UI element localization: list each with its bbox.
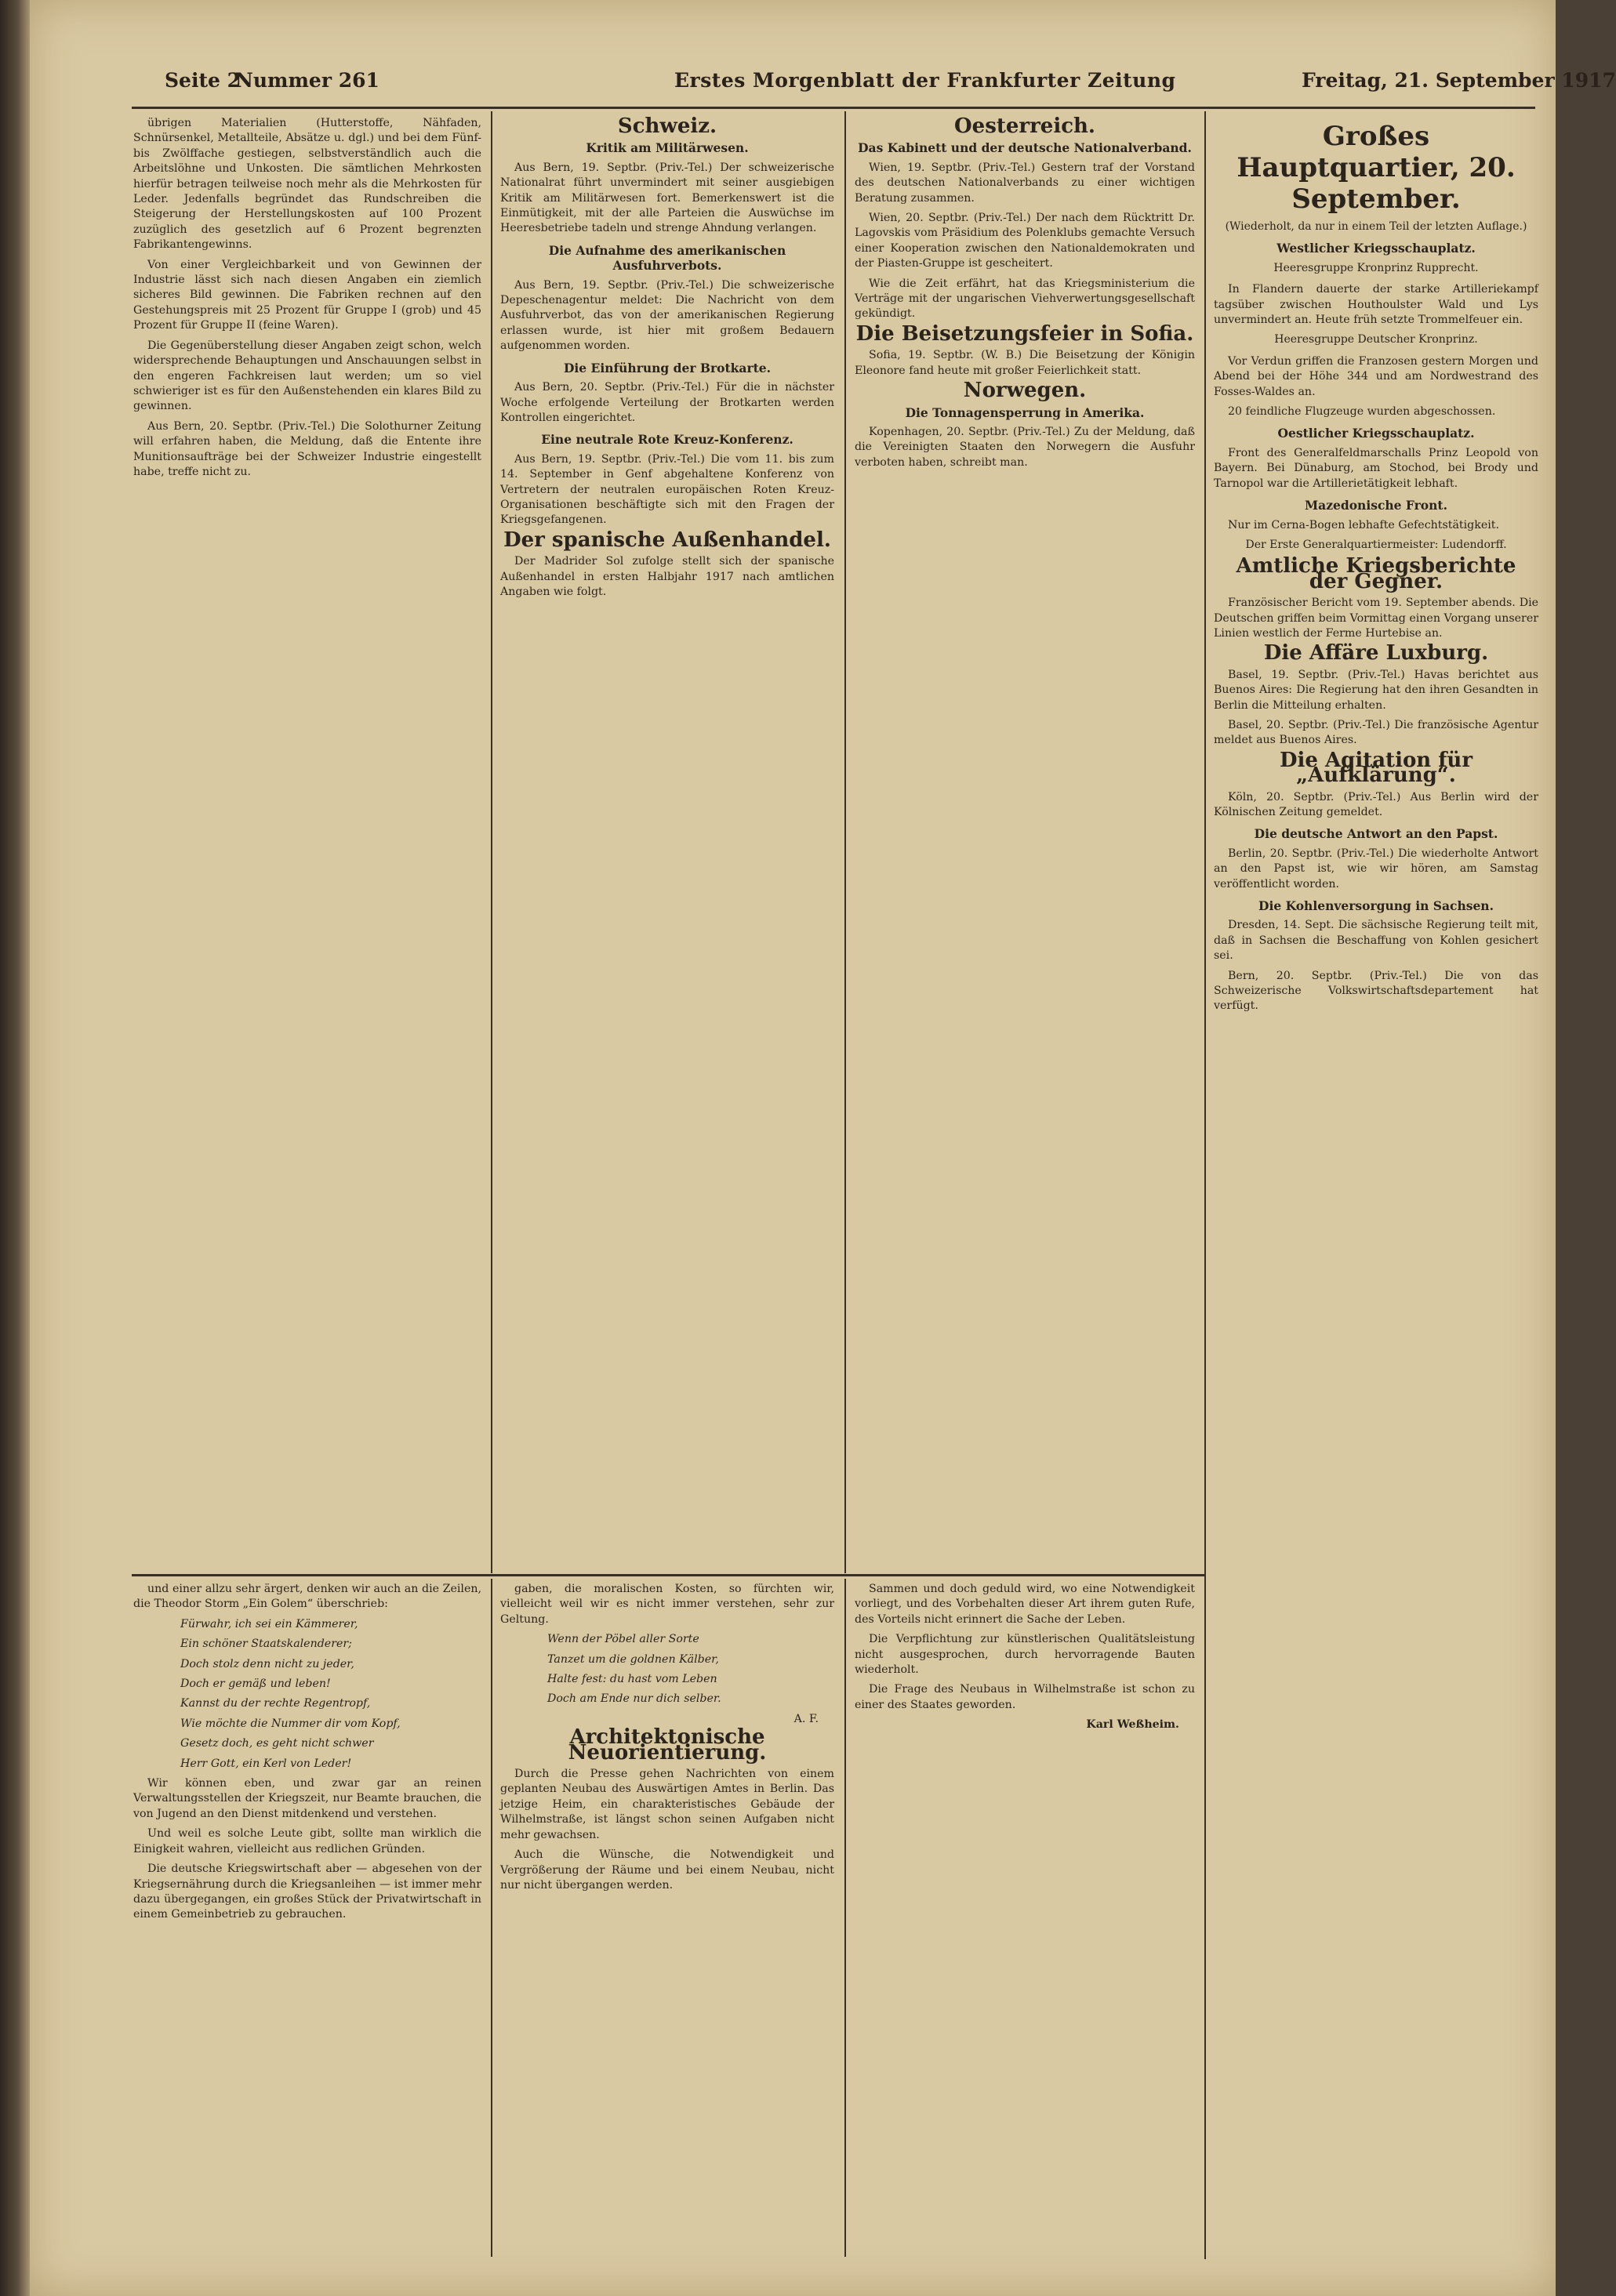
article-paragraph: Aus Bern, 20. Septbr. (Priv.-Tel.) Die Solothurner Zeitung will erfahren haben, die Meldung, daß die Entente ihre Munitionsaufträge bei der Schweizer Industrie eingestellt habe, treffe nicht zu. xyxy=(133,419,481,478)
article-paragraph: 20 feindliche Flugzeuge wurden abgeschossen. xyxy=(1228,405,1496,419)
poem-line: Wie möchte die Nummer dir vom Kopf, xyxy=(180,1717,401,1730)
page-number: Seite 2 xyxy=(165,69,241,92)
feuilleton-paragraph: und einer allzu sehr ärgert, denken wir auch an die Zeilen, die Theodor Storm „Ein Golem“ überschrieb: xyxy=(133,1583,481,1611)
section-heading: Die Affäre Luxburg. xyxy=(1263,641,1489,666)
poem-line: Wenn der Pöbel aller Sorte xyxy=(547,1633,699,1646)
article-paragraph: Französischer Bericht vom 19. September abends. Die Deutschen griffen beim Vormittag einen Vorgang unserer Linien westlich der Ferme Hurtebise an. xyxy=(1214,597,1538,640)
article-paragraph: Aus Bern, 20. Septbr. (Priv.-Tel.) Für die in nächster Woche erfolgende Verteilung der Brotkarten werden Kontrollen eingerichtet. xyxy=(500,381,834,424)
article-heading: Mazedonische Front. xyxy=(1305,498,1447,513)
feuilleton-paragraph: Die Frage des Neubaus in Wilhelmstraße ist schon zu einer des Staates geworden. xyxy=(855,1683,1195,1711)
feuilleton-paragraph: gaben, die moralischen Kosten, so fürchten wir, vielleicht weil wir es nicht immer verstehen, sehr zur Geltung. xyxy=(500,1583,834,1626)
poem-line: Ein schöner Staatskalenderer; xyxy=(180,1638,352,1651)
section-heading: Norwegen. xyxy=(963,379,1087,403)
section-heading: Amtliche Kriegsberichte der Gegner. xyxy=(1236,554,1516,593)
masthead-rule xyxy=(132,107,1535,109)
column-2 xyxy=(500,116,834,1566)
article-paragraph: übrigen Materialien (Hutterstoffe, Nähfaden, Schnürsenkel, Metallteile, Absätze u. dgl.) und bei dem Fünf- bis Zwölffache gestiegen, selbstverständlich auch die Arbeitslöhne und Unkosten. Die sämtlichen Mehrkosten hierfür betragen teilweise noch mehr als die Mehrkosten für Leder. Jedenfalls begründet das Rundschreiben die Steigerung der Herstellungskosten auf 100 Prozent zuzüglich des gesetzlich auf 6 Prozent begrenzten Fabrikantengewinns. xyxy=(133,117,481,252)
column-rule xyxy=(1204,111,1206,2259)
article-heading: Oestlicher Kriegsschauplatz. xyxy=(1277,426,1475,441)
army-group-label: Heeresgruppe Deutscher Kronprinz. xyxy=(1274,333,1478,346)
article-paragraph: Basel, 19. Septbr. (Priv.-Tel.) Havas berichtet aus Buenos Aires: Die Regierung hat den ihren Gesandten in Berlin die Mitteilung erhalten. xyxy=(1214,668,1538,712)
article-paragraph: Kopenhagen, 20. Septbr. (Priv.-Tel.) Zu der Meldung, daß die Vereinigten Staaten den Norwegern die Ausfuhr verboten haben, schreibt man. xyxy=(855,425,1195,469)
article-heading: Die deutsche Antwort an den Papst. xyxy=(1254,826,1498,842)
article-paragraph: Aus Bern, 19. Septbr. (Priv.-Tel.) Die vom 11. bis zum 14. September in Genf abgehaltene Konferenz von Vertretern der neutralen europäischen Roten Kreuz-Organisationen beschäftigte sich mit den Fragen der Kriegsgefangenen. xyxy=(500,452,834,527)
author-initials: A. F. xyxy=(793,1712,819,1725)
section-heading: Architektonische Neuorientierung. xyxy=(568,1725,767,1765)
article-heading: Kritik am Militärwesen. xyxy=(586,140,749,156)
article-heading: Eine neutrale Rote Kreuz-Konferenz. xyxy=(541,432,793,448)
poem-line: Fürwahr, ich sei ein Kämmerer, xyxy=(180,1617,358,1630)
feuilleton-paragraph: Sammen und doch geduld wird, wo eine Notwendigkeit vorliegt, und des Vorbehalten dieser Art ihrem guten Rufe, des Vorteils nicht erinnert die Sache der Leben. xyxy=(855,1583,1195,1626)
column-rule xyxy=(491,111,492,1573)
report-note: (Wiederholt, da nur in einem Teil der letzten Auflage.) xyxy=(1225,220,1527,233)
column-4 xyxy=(1214,116,1538,2256)
feuilleton-paragraph: Wir können eben, und zwar gar an reinen Verwaltungsstellen der Kriegszeit, nur Beamte brauchen, die von Jugend an den Dienst mitdenkend und verstehen. xyxy=(133,1777,481,1820)
section-heading: Der spanische Außenhandel. xyxy=(503,528,831,552)
article-paragraph: Wien, 19. Septbr. (Priv.-Tel.) Gestern traf der Vorstand des deutschen Nationalverbands zu einer wichtigen Beratung zusammen. xyxy=(855,161,1195,205)
newspaper-title: Erstes Morgenblatt der Frankfurter Zeitung xyxy=(674,69,1176,92)
article-paragraph: Nur im Cerna-Bogen lebhafte Gefechtstätigkeit. xyxy=(1228,518,1499,531)
issue-number: Nummer 261 xyxy=(235,69,379,92)
article-paragraph: In Flandern dauerte der starke Artilleriekampf tagsüber zwischen Houthoulster Wald und Lys unvermindert an. Heute früh setzte Trommelfeuer ein. xyxy=(1214,283,1538,327)
issue-date: Freitag, 21. September 1917 xyxy=(1302,69,1616,92)
column-rule xyxy=(491,1579,492,2257)
article-paragraph: Berlin, 20. Septbr. (Priv.-Tel.) Die wiederholte Antwort an den Papst ist, wie wir hören, am Samstag veröffentlicht worden. xyxy=(1214,847,1538,890)
article-heading: Die Einführung der Brotkarte. xyxy=(563,360,772,375)
article-paragraph: Aus Bern, 19. Septbr. (Priv.-Tel.) Der schweizerische Nationalrat führt unvermindert mit seiner ausgiebigen Kritik am Militärwesen fort. Bemerkenswert ist die Einmütigkeit, mit der alle Parteien die Auswüchse im Heeresbetriebe tadeln und strenge Ahndung verlangen. xyxy=(500,161,834,235)
column-rule xyxy=(844,1579,846,2257)
article-paragraph: Von einer Vergleichbarkeit und von Gewinnen der Industrie lässt sich nach diesen Angaben ein ziemlich sicheres Bild gewinnen. Die Fabriken rechnen auf den Gestehungspreis mit 25 Prozent für Gruppe I (grob) und 45 Prozent für Gruppe II (feine Waren). xyxy=(133,258,481,332)
section-heading: Die Agitation für „Aufklärung“. xyxy=(1279,748,1473,788)
poem-line: Tanzet um die goldnen Kälber, xyxy=(547,1652,719,1666)
article-paragraph: Bern, 20. Septbr. (Priv.-Tel.) Die von das Schweizerische Volkswirtschaftsdepartement hat verfügt. xyxy=(1214,969,1538,1013)
article-paragraph: Vor Verdun griffen die Franzosen gestern Morgen und Abend bei der Höhe 344 und am Nordwestrand des Fosses-Waldes an. xyxy=(1214,354,1538,398)
section-heading: Schweiz. xyxy=(617,114,717,138)
column-rule xyxy=(844,111,846,1573)
article-paragraph: Sofia, 19. Septbr. (W. B.) Die Beisetzung der Königin Eleonore fand heute mit großer Feierlichkeit statt. xyxy=(855,349,1195,377)
article-paragraph: Aus Bern, 19. Septbr. (Priv.-Tel.) Die schweizerische Depeschenagentur meldet: Die Nachricht von dem Ausfuhrverbot, das von der amerikanischen Regierung erlassen wurde, ist hier mit großem Bedauern aufgenommen worden. xyxy=(500,278,834,353)
column-1 xyxy=(133,116,481,1566)
poem-line: Halte fest: du hast vom Leben xyxy=(547,1673,717,1686)
column-3 xyxy=(855,116,1195,1566)
section-heading: Oesterreich. xyxy=(954,114,1095,138)
poem-line: Doch stolz denn nicht zu jeder, xyxy=(180,1657,354,1670)
article-heading: Westlicher Kriegsschauplatz. xyxy=(1276,241,1476,256)
feuilleton-paragraph: Auch die Wünsche, die Notwendigkeit und Vergrößerung der Räume und bei einem Neubau, nicht nur nicht übergangen werden. xyxy=(500,1848,834,1892)
article-heading: Die Kohlenversorgung in Sachsen. xyxy=(1258,898,1494,914)
article-paragraph: Wie die Zeit erfährt, hat das Kriegsministerium die Verträge mit der ungarischen Viehverwertungsgesellschaft gekündigt. xyxy=(855,277,1195,321)
report-signature: Der Erste Generalquartiermeister: Ludendorff. xyxy=(1245,538,1507,551)
feuilleton-column-3 xyxy=(855,1582,1195,2256)
poem-line: Doch am Ende nur dich selber. xyxy=(547,1692,721,1706)
article-paragraph: Der Madrider Sol zufolge stellt sich der spanische Außenhandel in ersten Halbjahr 1917 nach amtlichen Angaben wie folgt. xyxy=(500,555,834,598)
poem-line: Gesetz doch, es geht nicht schwer xyxy=(180,1737,374,1750)
feuilleton-rule xyxy=(132,1574,1204,1576)
feuilleton-column-2 xyxy=(500,1582,834,2256)
article-heading: Die Tonnagensperrung in Amerika. xyxy=(905,404,1145,420)
feuilleton-paragraph: Durch die Presse gehen Nachrichten von einem geplanten Neubau des Auswärtigen Amtes in Berlin. Das jetzige Heim, ein charakteristisches Gebäude der Wilhelmstraße, ist längst schon seinen Aufgaben nicht mehr gewachsen. xyxy=(500,1768,834,1841)
poem-line: Herr Gott, ein Kerl von Leder! xyxy=(180,1757,352,1770)
feuilleton-paragraph: Die Verpflichtung zur künstlerischen Qualitätsleistung nicht ausgesprochen, durch hervorragende Bauten wiederholt. xyxy=(855,1633,1195,1677)
report-headline: Großes Hauptquartier, 20. September. xyxy=(1237,121,1516,215)
army-group-label: Heeresgruppe Kronprinz Rupprecht. xyxy=(1273,261,1479,274)
poem-line: Kannst du der rechte Regentropf, xyxy=(180,1697,371,1710)
article-paragraph: Wien, 20. Septbr. (Priv.-Tel.) Der nach dem Rücktritt Dr. Lagovskis vom Präsidium des Polenklubs gemachte Versuch einer Kooperation zwischen den Nationaldemokraten und der Piasten-Gruppe ist gescheitert. xyxy=(855,212,1195,270)
section-heading: Die Beisetzungsfeier in Sofia. xyxy=(855,321,1194,346)
poem-line: Doch er gemäß und leben! xyxy=(180,1678,331,1691)
author-signature: Karl Weßheim. xyxy=(1086,1718,1179,1732)
feuilleton-column-1 xyxy=(133,1582,481,2256)
feuilleton-paragraph: Die deutsche Kriegswirtschaft aber — abgesehen von der Kriegsernährung durch die Kriegsanleihen — ist immer mehr dazu übergegangen, ein großes Stück der Privatwirtschaft in einem Gemeinbetrieb zu gebrauchen. xyxy=(133,1863,481,1921)
article-paragraph: Basel, 20. Septbr. (Priv.-Tel.) Die französische Agentur meldet aus Buenos Aires. xyxy=(1214,718,1538,747)
article-heading: Das Kabinett und der deutsche Nationalverband. xyxy=(858,140,1192,156)
book-spine xyxy=(0,0,30,2296)
article-paragraph: Köln, 20. Septbr. (Priv.-Tel.) Aus Berlin wird der Kölnischen Zeitung gemeldet. xyxy=(1214,790,1538,818)
article-paragraph: Front des Generalfeldmarschalls Prinz Leopold von Bayern. Bei Dünaburg, am Stochod, bei Brody und Tarnopol war die Artillerietätigkeit lebhaft. xyxy=(1214,446,1538,490)
article-heading: Die Aufnahme des amerikanischen Ausfuhrverbots. xyxy=(548,242,786,274)
newspaper-page xyxy=(30,0,1616,2296)
article-paragraph: Die Gegenüberstellung dieser Angaben zeigt schon, welch widersprechende Behauptungen und Anschauungen selbst in den engeren Fachkreisen laut werden; um so viel schwieriger ist es für den Außenstehenden ein klares Bild zu gewinnen. xyxy=(133,339,481,413)
feuilleton-paragraph: Und weil es solche Leute gibt, sollte man wirklich die Einigkeit wahren, vielleicht aus redlichen Gründen. xyxy=(133,1827,481,1855)
article-paragraph: Dresden, 14. Sept. Die sächsische Regierung teilt mit, daß in Sachsen die Beschaffung von Kohlen gesichert sei. xyxy=(1214,919,1538,963)
